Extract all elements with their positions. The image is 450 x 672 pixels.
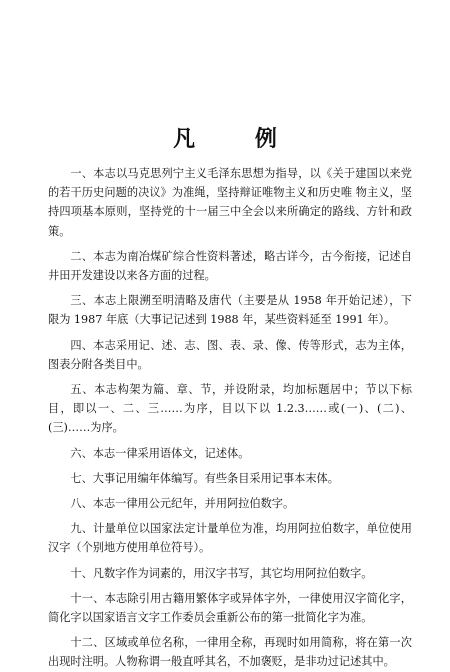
paragraph: 四、本志采用记、述、志、图、表、录、像、传等形式，志为主体，图表分附各类目中。 (48, 338, 412, 371)
paragraph: 五、本志构架为篇、章、节，并设附录，均加标题居中；节以下标目，即以一、二、三……为序，目以下以 1.2.3……或(一)、(二)、(三)……为序。 (48, 383, 412, 435)
paragraph: 十、凡数字作为词素的，用汉字书写，其它均用阿拉伯数字。 (70, 566, 373, 580)
paragraph: 十一、本志除引用古籍用繁体字或异体字外，一律使用汉字简化字，简化字以国家语言文字工作委员会重新公布的第一批简化字为准。 (48, 591, 412, 625)
paragraph: 十二、区域或单位名称，一律用全称，再现时如用简称，将在第一次出现时注明。人物称谓一般直呼其名，不加褒贬，是非功过记述其中。 (48, 636, 412, 669)
paragraph: 一、本志以马克思列宁主义毛泽东思想为指导，以《关于建国以来党的若干历史问题的决议》为准绳，坚持辩证唯物主义和历史唯 物主义，坚持四项基本原则，坚持党的十一届三中全会以来所确定的路线、方针和政策。 (48, 167, 412, 238)
paragraph: 六、本志一律采用语体文，记述体。 (70, 446, 250, 460)
body-text (48, 164, 412, 672)
paragraph: 九、计量单位以国家法定计量单位为准，均用阿拉伯数字，单位使用汉字（个别地方使用单位符号）。 (48, 522, 412, 555)
page-title: 凡 例 (173, 126, 303, 152)
paragraph: 八、本志一律用公元纪年，并用阿拉伯数字。 (70, 497, 295, 511)
paragraph: 三、本志上限溯至明清略及唐代（主要是从 1958 年开始记述），下限为 1987 年底（大事记记述到 1988 年，某些资料延至 1991 年）。 (48, 294, 412, 327)
paragraph: 七、大事记用编年体编写。有些条目采用记事本末体。 (70, 471, 339, 485)
paragraph: 二、本志为南冶煤矿综合性资料著述，略古详今，古今衔接，记述自井田开发建设以来各方面的过程。 (48, 249, 412, 283)
